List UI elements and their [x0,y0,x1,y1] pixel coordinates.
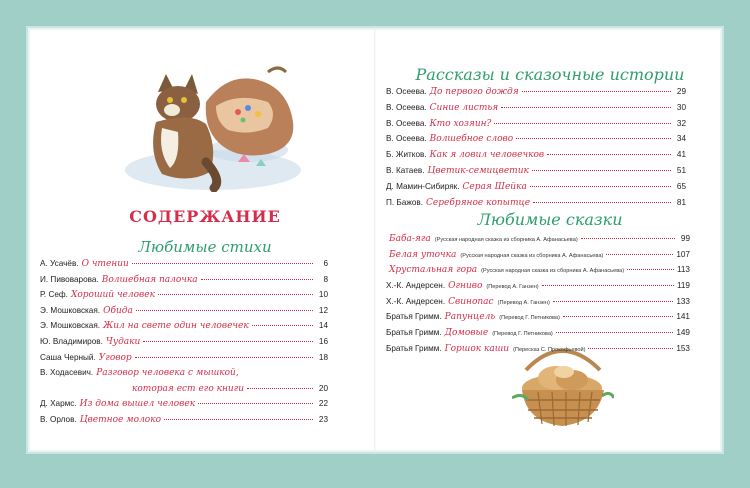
entry-author: Э. Мошковская. [40,321,101,331]
entry-title: Белая уточка [389,249,457,260]
entry-title: Чудаки [105,336,141,347]
entry-title: которая ест его книги [132,383,245,394]
entry-title: Баба-яга [389,234,431,244]
entry-title: Хрустальная гора [389,265,478,276]
entry-author: Э. Мошковская. [40,305,101,315]
dot-leader [606,254,673,255]
entry-title: Синие листья [429,102,499,113]
entry-page-number: 141 [676,312,690,322]
entry-page-number: 32 [676,118,686,128]
dot-leader [516,138,671,139]
entry-title: Огниво [448,281,483,292]
dot-leader [563,316,673,317]
entry-title: Хороший человек [70,290,155,301]
entry-author: Х.-К. Андерсен. [386,296,446,306]
dot-leader [522,91,671,92]
entry-title: Горшок каши [444,343,510,354]
entry-title: Жил на свете один человечек [103,321,249,332]
entry-author: В. Осеева. [386,118,427,128]
stories-toc [386,87,686,213]
entry-title: Волшебная палочка [101,274,198,285]
entry-author: Ю. Владимиров. [40,336,103,346]
dot-leader [201,279,313,280]
toc-entry[interactable] [386,297,690,313]
toc-entry[interactable] [40,415,328,431]
toc-entry[interactable] [40,368,328,384]
dot-leader [143,341,313,342]
contents-title: СОДЕРЖАНИЕ [129,207,281,226]
entry-author: Братья Гримм. [386,328,442,338]
entry-author: В. Орлов. [40,414,77,424]
dot-leader [530,186,671,187]
dot-leader [198,403,313,404]
entry-title: Обида [103,305,133,316]
entry-note: (Перевод Г. Петникова) [499,315,560,322]
book-spine [374,30,376,450]
dot-leader [164,419,313,420]
toc-entry[interactable] [386,234,690,250]
entry-title: Из дома вышел человек [79,399,196,410]
entry-author: В. Ходасевич. [40,368,94,378]
entry-page-number: 51 [676,165,686,175]
toc-entry[interactable] [386,150,686,166]
dot-leader [494,123,671,124]
toc-entry[interactable] [386,182,686,198]
entry-author: Братья Гримм. [386,312,442,322]
dot-leader [533,202,671,203]
toc-entry[interactable] [386,119,686,135]
toc-entry[interactable] [40,337,328,353]
toc-entry[interactable] [386,265,690,281]
entry-page-number: 81 [676,197,686,207]
entry-page-number: 22 [318,399,328,409]
entry-page-number: 34 [676,134,686,144]
dot-leader [547,154,671,155]
entry-title: Разговор человека с мышкой, [96,368,239,379]
toc-entry[interactable] [386,166,686,182]
entry-author: В. Осеева. [386,102,427,112]
entry-note: (Перевод А. Ганзен) [497,299,550,306]
poems-heading: Любимые стихи [138,238,272,256]
entry-author: П. Бажов. [386,197,424,207]
toc-entry[interactable] [386,328,690,344]
entry-title: Волшебное слово [429,134,514,145]
entry-note: (Русская народная сказка из сборника А. Афанасьева) [434,237,578,243]
stories-heading: Рассказы и сказочные истории [415,65,685,84]
entry-page-number: 8 [323,274,328,284]
dot-leader [556,332,674,333]
entry-author: Д. Хармс. [40,399,77,409]
toc-entry[interactable] [386,344,690,360]
entry-author: Р. Сеф. [40,290,68,300]
entry-author: И. Пивоварова. [40,274,99,284]
entry-author: Х.-К. Андерсен. [386,281,446,291]
dot-leader [158,294,313,295]
entry-page-number: 41 [676,150,686,160]
toc-entry[interactable] [386,250,690,266]
entry-page-number: 149 [676,328,690,338]
entry-page-number: 119 [676,281,690,291]
entry-note: (Пересказ С. Прокофьевой) [513,346,586,353]
dot-leader [252,325,313,326]
entry-author: Саша Черный. [40,352,96,362]
cat-with-slipper-illustration [118,62,308,192]
entry-title: Цветное молоко [79,414,162,425]
toc-entry[interactable] [40,275,328,291]
entry-page-number: 113 [676,265,690,275]
tales-toc [386,234,690,360]
entry-note: (Русская народная сказка из сборника А. Афанасьева) [481,268,625,275]
entry-author: Б. Житков. [386,150,427,160]
entry-page-number: 30 [676,102,686,112]
entry-title: Уговор [98,352,132,363]
entry-page-number: 18 [318,352,328,362]
toc-entry[interactable] [40,306,328,322]
entry-title: Цветик-семицветик [427,165,529,176]
toc-entry[interactable] [386,87,686,103]
toc-entry[interactable] [40,290,328,306]
toc-entry[interactable] [386,103,686,119]
entry-page-number: 16 [318,336,328,346]
entry-page-number: 29 [676,87,686,96]
entry-title: Свинопас [448,296,494,307]
entry-title: Как я ловил человечков [429,150,545,161]
entry-page-number: 133 [676,296,690,306]
entry-title: Домовые [444,328,489,339]
toc-entry[interactable] [40,259,328,275]
dot-leader [588,348,673,349]
entry-title: Серая Шейка [462,181,527,192]
toc-entry[interactable] [386,281,690,297]
entry-page-number: 153 [676,343,690,353]
dot-leader [136,310,313,311]
dot-leader [532,170,671,171]
dot-leader [581,238,675,239]
tales-heading: Любимые сказки [477,210,623,229]
toc-entry[interactable] [40,399,328,415]
entry-page-number: 23 [318,414,328,424]
toc-entry[interactable] [386,198,686,214]
toc-entry[interactable] [386,312,690,328]
entry-page-number: 65 [676,181,686,191]
dot-leader [135,357,313,358]
entry-author: А. Усачёв. [40,259,79,268]
poems-toc [40,259,328,431]
entry-page-number: 107 [676,249,690,259]
entry-title: До первого дождя [429,87,519,97]
entry-page-number: 6 [323,259,328,268]
toc-entry[interactable] [40,353,328,369]
dot-leader [247,388,313,389]
entry-title: Серебряное копытце [426,197,531,208]
toc-entry[interactable] [386,134,686,150]
toc-entry[interactable] [40,384,328,400]
dot-leader [553,301,674,302]
entry-author: В. Катаев. [386,165,425,175]
entry-page-number: 12 [318,305,328,315]
entry-author: В. Осеева. [386,134,427,144]
entry-page-number: 20 [318,383,328,393]
entry-note: (Перевод Г. Петникова) [492,331,553,338]
dot-leader [132,263,313,264]
dot-leader [542,285,674,286]
entry-author: Братья Гримм. [386,343,442,353]
toc-entry[interactable] [40,321,328,337]
entry-note: (Русская народная сказка из сборника А. Афанасьева) [460,252,604,259]
entry-title: Рапунцель [444,312,496,323]
entry-note: (Перевод А. Ганзен) [486,284,539,291]
entry-page-number: 99 [680,234,690,243]
entry-author: В. Осеева. [386,87,427,96]
entry-title: О чтении [81,259,129,269]
entry-page-number: 14 [318,321,328,331]
entry-title: Кто хозяин? [429,118,492,129]
entry-page-number: 10 [318,290,328,300]
dot-leader [627,269,674,270]
entry-author: Д. Мамин-Сибиряк. [386,181,460,191]
dot-leader [501,107,671,108]
